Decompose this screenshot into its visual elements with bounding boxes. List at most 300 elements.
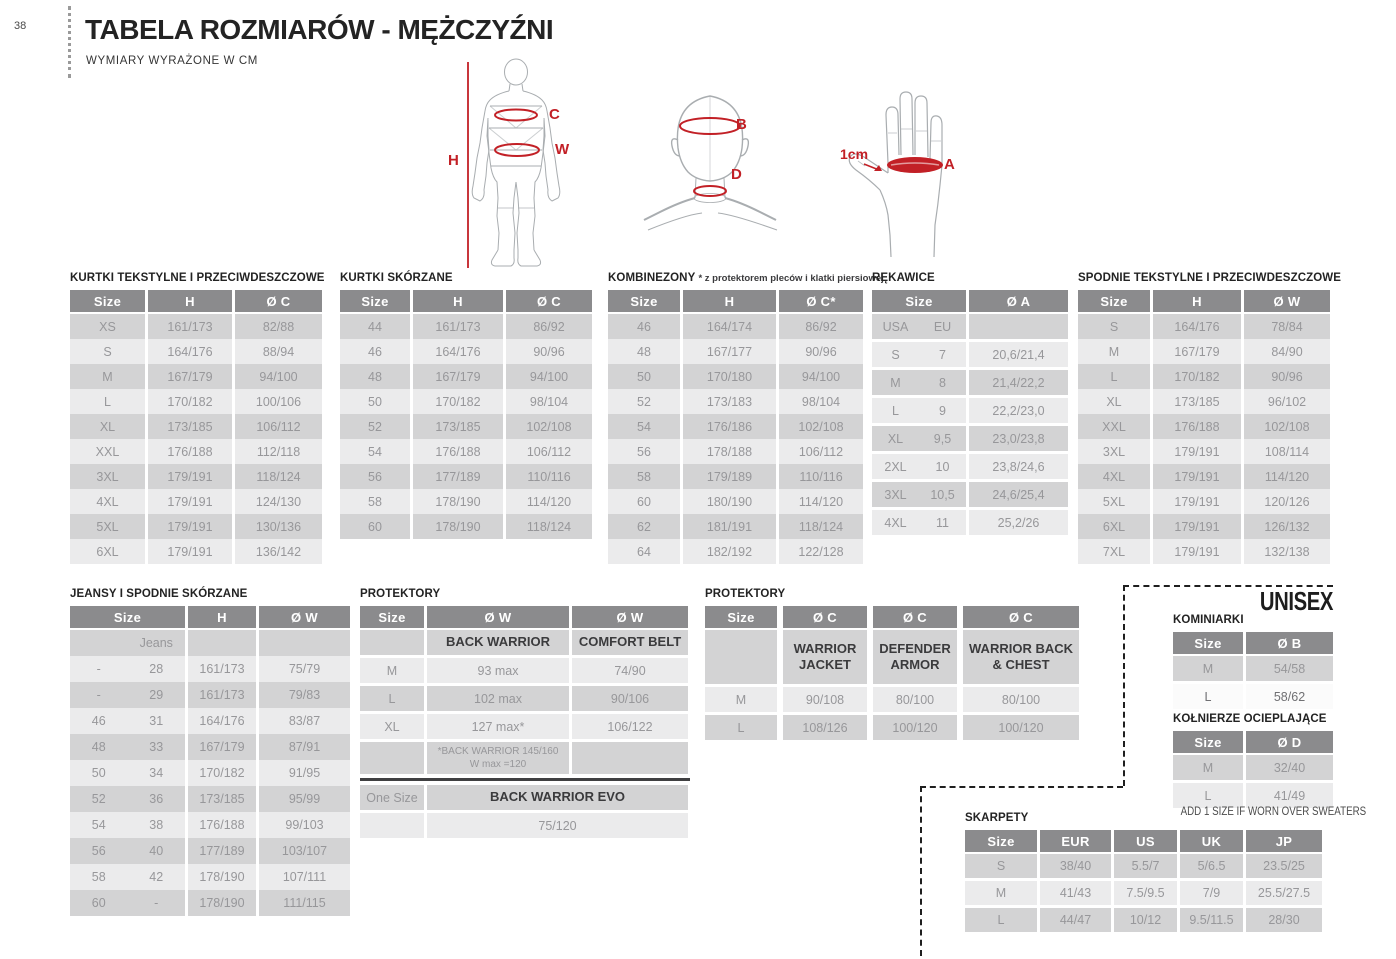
table-cell: 112/118 [235, 439, 322, 464]
table-cell: L [1173, 783, 1243, 808]
table-textile-pants [1078, 272, 1342, 564]
table-cell: - 28 [70, 656, 185, 682]
table-cell: 44 [340, 314, 410, 339]
table-cell: 176/188 [413, 439, 503, 464]
table-cell: 114/120 [506, 489, 592, 514]
head-figure-icon [640, 88, 785, 238]
table-cell: 3XL 10,5 [872, 482, 966, 507]
table-cell: M [1173, 755, 1243, 780]
table-cell: 82/88 [235, 314, 322, 339]
jeans-grid [70, 606, 350, 916]
table-cell: 10/12 [1114, 908, 1177, 932]
table-cell: XL [1078, 389, 1150, 414]
table-cell: 78/84 [1244, 314, 1330, 339]
table-cell: 167/179 [413, 364, 503, 389]
table-cell: 56 [608, 439, 680, 464]
table-cell: 132/138 [1244, 539, 1330, 564]
table-cell: 179/191 [1153, 489, 1241, 514]
table-cell: 122/128 [779, 539, 863, 564]
table-cell [360, 813, 424, 838]
table-cell: 48 [608, 339, 680, 364]
table-cell: 7XL [1078, 539, 1150, 564]
table-cell: 41/49 [1246, 783, 1333, 808]
table-cell: 95/99 [259, 786, 350, 812]
table-cell: 167/179 [148, 364, 232, 389]
column-header: Size [608, 290, 680, 312]
table-cell: S 7 [872, 342, 966, 367]
table-cell: 7/9 [1180, 881, 1243, 905]
table-cell: 111/115 [259, 890, 350, 916]
table-cell: M [1078, 339, 1150, 364]
table-cell: 9.5/11.5 [1180, 908, 1243, 932]
table-cell: M [1173, 656, 1243, 681]
chest-measure-label: C [549, 106, 560, 123]
page-title: TABELA ROZMIARÓW - MĘŻCZYŹNI [85, 14, 554, 45]
table-cell: 176/186 [683, 414, 776, 439]
table-cell: 136/142 [235, 539, 322, 564]
table-cell: 75/79 [259, 656, 350, 682]
table-cell: 87/91 [259, 734, 350, 760]
table-cell: 99/103 [259, 812, 350, 838]
table-cell: 91/95 [259, 760, 350, 786]
table-cell: 170/182 [413, 389, 503, 414]
table-cell: 54 [340, 439, 410, 464]
table-cell: 54 38 [70, 812, 185, 838]
column-header: JP [1246, 830, 1322, 852]
table-cell: 46 [340, 339, 410, 364]
table-cell: 178/188 [683, 439, 776, 464]
table-cell: 124/130 [235, 489, 322, 514]
column-header: Size [1078, 290, 1150, 312]
table-title: PROTEKTORY [360, 588, 441, 600]
table-cell: 86/92 [779, 314, 863, 339]
table-cell [188, 630, 256, 656]
page-number: 38 [14, 20, 27, 32]
table-title: JEANSY I SPODNIE SKÓRZANE [70, 588, 248, 600]
table-cell [705, 630, 777, 684]
table-cell: 6XL [1078, 514, 1150, 539]
table-cell: 48 33 [70, 734, 185, 760]
table-cell: XXL [1078, 414, 1150, 439]
column-header: H [1153, 290, 1241, 312]
column-header: Ø W [572, 606, 688, 628]
column-header: H [683, 290, 776, 312]
table-cell: 6XL [70, 539, 145, 564]
column-header: Size [360, 606, 424, 628]
table-cell: 75/120 [427, 813, 688, 838]
table-cell: 23.5/25 [1246, 854, 1322, 878]
table-cell: 38/40 [1040, 854, 1111, 878]
table-cell: 106/112 [235, 414, 322, 439]
table-cell: 107/111 [259, 864, 350, 890]
table-cell: 5.5/7 [1114, 854, 1177, 878]
table-cell: 118/124 [779, 514, 863, 539]
one-cm-label: 1cm [840, 146, 869, 162]
table-balaclavas [1173, 614, 1333, 709]
table-cell: 98/104 [779, 389, 863, 414]
table-cell: 102/108 [506, 414, 592, 439]
table-cell: 52 [340, 414, 410, 439]
table-title: RĘKAWICE [872, 272, 935, 284]
table-cell: S [1078, 314, 1150, 339]
table-cell: 178/190 [188, 864, 256, 890]
table-cell: 60 [340, 514, 410, 539]
table-title: SKARPETY [965, 812, 1029, 824]
table-cell: 48 [340, 364, 410, 389]
table-cell: 4XL [1078, 464, 1150, 489]
table-cell: *BACK WARRIOR 145/160 W max =120 [427, 742, 569, 774]
table-cell: 5/6.5 [1180, 854, 1243, 878]
table-cell: 179/191 [1153, 464, 1241, 489]
unisex-dashed-border-left [1123, 585, 1125, 786]
table-cell [360, 742, 424, 774]
table-cell: XXL [70, 439, 145, 464]
column-header: Ø C* [779, 290, 863, 312]
column-header: Ø A [969, 290, 1068, 312]
table-cell: 52 36 [70, 786, 185, 812]
table-cell: 56 [340, 464, 410, 489]
column-header: Ø C [963, 606, 1079, 628]
column-header: Size [1173, 632, 1243, 654]
textile-jackets-grid [70, 290, 322, 564]
table-cell: 62 [608, 514, 680, 539]
table-cell: 46 [608, 314, 680, 339]
table-title: KOMINIARKI [1173, 614, 1244, 626]
table-cell: XL 9,5 [872, 426, 966, 451]
head-circumference-label: B [736, 116, 747, 133]
table-cell: 24,6/25,4 [969, 482, 1068, 507]
table-cell: M 8 [872, 370, 966, 395]
table-cell: 110/116 [506, 464, 592, 489]
table-cell: 102 max [427, 686, 569, 711]
column-header: H [413, 290, 503, 312]
table-cell: 80/100 [873, 687, 957, 712]
table-cell: 60 [608, 489, 680, 514]
table-cell: 178/190 [188, 890, 256, 916]
table-title: KOŁNIERZE OCIEPLAJĄCE [1173, 713, 1327, 725]
column-header: Size [70, 290, 145, 312]
table-cell: 54 [608, 414, 680, 439]
table-cell: 2XL 10 [872, 454, 966, 479]
table-cell: 58 [340, 489, 410, 514]
table-cell: M [965, 881, 1037, 905]
table-protectors-waist [360, 588, 690, 838]
table-cell: XL [70, 414, 145, 439]
column-header: Ø C [235, 290, 322, 312]
table-cell: 110/116 [779, 464, 863, 489]
table-cell: 83/87 [259, 708, 350, 734]
table-cell: 28/30 [1246, 908, 1322, 932]
table-cell: 179/191 [148, 514, 232, 539]
table-gloves [872, 272, 1068, 535]
table-cell: 21,4/22,2 [969, 370, 1068, 395]
table-cell: 23,8/24,6 [969, 454, 1068, 479]
table-cell: 179/191 [148, 464, 232, 489]
neck-circumference-label: D [731, 166, 742, 183]
protectors-waist-grid [360, 606, 690, 838]
table-cell: 46 31 [70, 708, 185, 734]
table-cell: XS [70, 314, 145, 339]
table-cell [572, 742, 688, 774]
column-header: H [188, 606, 256, 628]
column-header: H [148, 290, 232, 312]
table-leather-jackets [340, 272, 592, 539]
table-cell: 106/122 [572, 714, 688, 739]
table-cell: Jeans [70, 630, 185, 656]
column-header: Ø C [506, 290, 592, 312]
table-cell: 167/177 [683, 339, 776, 364]
column-header: Ø W [427, 606, 569, 628]
table-cell: 179/191 [148, 539, 232, 564]
table-cell: 25.5/27.5 [1246, 881, 1322, 905]
table-cell: 130/136 [235, 514, 322, 539]
table-cell: 106/112 [779, 439, 863, 464]
protectors-chest-grid [705, 606, 1083, 740]
table-cell: S [965, 854, 1037, 878]
table-cell: 20,6/21,4 [969, 342, 1068, 367]
body-measurement-diagram [440, 58, 590, 273]
table-cell: 173/183 [683, 389, 776, 414]
table-cell: 164/176 [413, 339, 503, 364]
table-cell: 161/173 [188, 682, 256, 708]
table-cell [259, 630, 350, 656]
table-cell: 182/192 [683, 539, 776, 564]
table-cell: L [70, 389, 145, 414]
table-cell: COMFORT BELT [572, 630, 688, 655]
table-cell: 102/108 [779, 414, 863, 439]
table-cell: 170/182 [148, 389, 232, 414]
table-cell: 173/185 [148, 414, 232, 439]
warming-collars-grid [1173, 731, 1333, 808]
table-cell: 161/173 [148, 314, 232, 339]
gloves-grid [872, 290, 1068, 535]
table-cell: 108/126 [783, 715, 867, 740]
table-cell: 164/174 [683, 314, 776, 339]
table-cell: 90/106 [572, 686, 688, 711]
table-cell: 7.5/9.5 [1114, 881, 1177, 905]
table-cell: 90/96 [506, 339, 592, 364]
table-cell: L [1173, 684, 1243, 709]
table-suits [608, 272, 884, 564]
table-title: SPODNIE TEKSTYLNE I PRZECIWDESZCZOWE [1078, 272, 1342, 284]
table-cell: 25,2/26 [969, 510, 1068, 535]
textile-pants-grid [1078, 290, 1330, 564]
table-cell: 90/96 [1244, 364, 1330, 389]
table-cell: 44/47 [1040, 908, 1111, 932]
column-header: Size [705, 606, 777, 628]
table-cell: 161/173 [188, 656, 256, 682]
table-cell: L [965, 908, 1037, 932]
table-cell: 32/40 [1246, 755, 1333, 780]
height-measure-label: H [448, 152, 459, 169]
table-cell: 41/43 [1040, 881, 1111, 905]
table-cell: 170/182 [188, 760, 256, 786]
table-cell: 127 max* [427, 714, 569, 739]
table-cell: - 29 [70, 682, 185, 708]
table-cell: 164/176 [188, 708, 256, 734]
column-header: Size [70, 606, 185, 628]
leather-jackets-grid [340, 290, 592, 539]
table-cell: USA EU [872, 314, 966, 339]
table-cell: 176/188 [1153, 414, 1241, 439]
table-cell: L [360, 686, 424, 711]
column-header: Ø D [1246, 731, 1333, 753]
table-cell: 90/96 [779, 339, 863, 364]
table-cell: M [360, 658, 424, 683]
table-cell: 3XL [70, 464, 145, 489]
column-header: UK [1180, 830, 1243, 852]
column-header: EUR [1040, 830, 1111, 852]
table-cell: 120/126 [1244, 489, 1330, 514]
table-cell [360, 630, 424, 655]
unisex-dashed-border-left-lower [920, 786, 922, 956]
column-header: Size [1173, 731, 1243, 753]
table-cell: 106/112 [506, 439, 592, 464]
table-cell: 98/104 [506, 389, 592, 414]
table-cell: S [70, 339, 145, 364]
body-figure-icon [440, 58, 590, 273]
table-cell: 178/190 [413, 489, 503, 514]
column-header: Ø C [783, 606, 867, 628]
column-header: Ø B [1246, 632, 1333, 654]
column-header: Size [340, 290, 410, 312]
head-measurement-diagram [640, 88, 785, 238]
table-title: PROTEKTORY [705, 588, 786, 600]
suits-grid [608, 290, 863, 564]
table-cell: 74/90 [572, 658, 688, 683]
table-cell: 23,0/23,8 [969, 426, 1068, 451]
table-cell: 179/191 [1153, 539, 1241, 564]
table-separator [360, 778, 690, 781]
table-cell: M [70, 364, 145, 389]
page-subtitle: WYMIARY WYRAŻONE W CM [86, 55, 258, 67]
column-header: Ø W [1244, 290, 1330, 312]
table-cell: 94/100 [235, 364, 322, 389]
table-cell: 58 [608, 464, 680, 489]
table-cell: WARRIOR BACK & CHEST [963, 630, 1079, 684]
table-cell: 80/100 [963, 687, 1079, 712]
table-cell: 50 [340, 389, 410, 414]
table-cell: 126/132 [1244, 514, 1330, 539]
table-cell: 3XL [1078, 439, 1150, 464]
table-cell: 4XL 11 [872, 510, 966, 535]
table-title: KURTKI SKÓRZANE [340, 272, 453, 284]
table-cell: 167/179 [188, 734, 256, 760]
table-cell: 114/120 [779, 489, 863, 514]
table-cell: 93 max [427, 658, 569, 683]
table-cell: 114/120 [1244, 464, 1330, 489]
table-cell: 94/100 [779, 364, 863, 389]
unisex-dashed-border-step [920, 786, 1123, 788]
table-cell: 86/92 [506, 314, 592, 339]
table-cell [969, 314, 1068, 339]
table-cell: 54/58 [1246, 656, 1333, 681]
title-dotted-divider [68, 6, 71, 78]
table-cell: 178/190 [413, 514, 503, 539]
table-cell: 170/180 [683, 364, 776, 389]
table-cell: 167/179 [1153, 339, 1241, 364]
table-cell: 164/176 [148, 339, 232, 364]
table-cell: 164/176 [1153, 314, 1241, 339]
table-cell: 176/188 [148, 439, 232, 464]
table-cell: 4XL [70, 489, 145, 514]
table-cell: 173/185 [1153, 389, 1241, 414]
table-cell: 94/100 [506, 364, 592, 389]
table-jeans-leather-pants [70, 588, 350, 916]
column-header: US [1114, 830, 1177, 852]
socks-grid [965, 830, 1325, 932]
table-cell: 64 [608, 539, 680, 564]
table-cell: 100/120 [873, 715, 957, 740]
table-cell: 58 42 [70, 864, 185, 890]
table-warming-collars [1173, 713, 1333, 808]
column-header: Size [965, 830, 1037, 852]
table-cell: 5XL [70, 514, 145, 539]
table-cell: 88/94 [235, 339, 322, 364]
unisex-section-title: UNISEX [1259, 586, 1333, 616]
table-cell: 56 40 [70, 838, 185, 864]
table-cell: 90/108 [783, 687, 867, 712]
table-cell: L [1078, 364, 1150, 389]
table-cell: 179/189 [683, 464, 776, 489]
table-cell: BACK WARRIOR EVO [427, 785, 688, 810]
table-cell: 179/191 [1153, 439, 1241, 464]
unisex-sizing-note: ADD 1 SIZE IF WORN OVER SWEATERS [1180, 806, 1367, 818]
table-cell: WARRIOR JACKET [783, 630, 867, 684]
table-title-note: * z protektorem pleców i klatki piersiowej [698, 273, 884, 284]
table-cell: 100/106 [235, 389, 322, 414]
table-cell: XL [360, 714, 424, 739]
column-header: Ø C [873, 606, 957, 628]
table-cell: BACK WARRIOR [427, 630, 569, 655]
table-cell: 173/185 [413, 414, 503, 439]
column-header: Ø W [259, 606, 350, 628]
table-cell: One Size [360, 785, 424, 810]
table-title-text: KOMBINEZONY [608, 272, 696, 284]
table-cell: 173/185 [188, 786, 256, 812]
table-socks [965, 812, 1325, 932]
table-cell: 103/107 [259, 838, 350, 864]
table-cell: 84/90 [1244, 339, 1330, 364]
table-cell: 96/102 [1244, 389, 1330, 414]
table-cell: 5XL [1078, 489, 1150, 514]
table-cell: 52 [608, 389, 680, 414]
table-cell: 177/189 [413, 464, 503, 489]
waist-measure-label: W [555, 141, 570, 158]
table-cell: 170/182 [1153, 364, 1241, 389]
column-header: Size [872, 290, 966, 312]
table-cell: DEFENDER ARMOR [873, 630, 957, 684]
table-textile-jackets [70, 272, 325, 564]
table-protectors-chest [705, 588, 1083, 740]
table-cell: 50 [608, 364, 680, 389]
table-cell: 118/124 [235, 464, 322, 489]
table-cell: 179/191 [148, 489, 232, 514]
table-cell: L 9 [872, 398, 966, 423]
table-cell: 102/108 [1244, 414, 1330, 439]
table-title [608, 272, 884, 284]
table-cell: 60 - [70, 890, 185, 916]
table-cell: 177/189 [188, 838, 256, 864]
table-title: KURTKI TEKSTYLNE I PRZECIWDESZCZOWE [70, 272, 325, 284]
table-cell: 180/190 [683, 489, 776, 514]
balaclavas-grid [1173, 632, 1333, 709]
table-cell: 161/173 [413, 314, 503, 339]
table-cell: 50 34 [70, 760, 185, 786]
table-cell: M [705, 687, 777, 712]
table-cell: 100/120 [963, 715, 1079, 740]
table-cell: 58/62 [1246, 684, 1333, 709]
